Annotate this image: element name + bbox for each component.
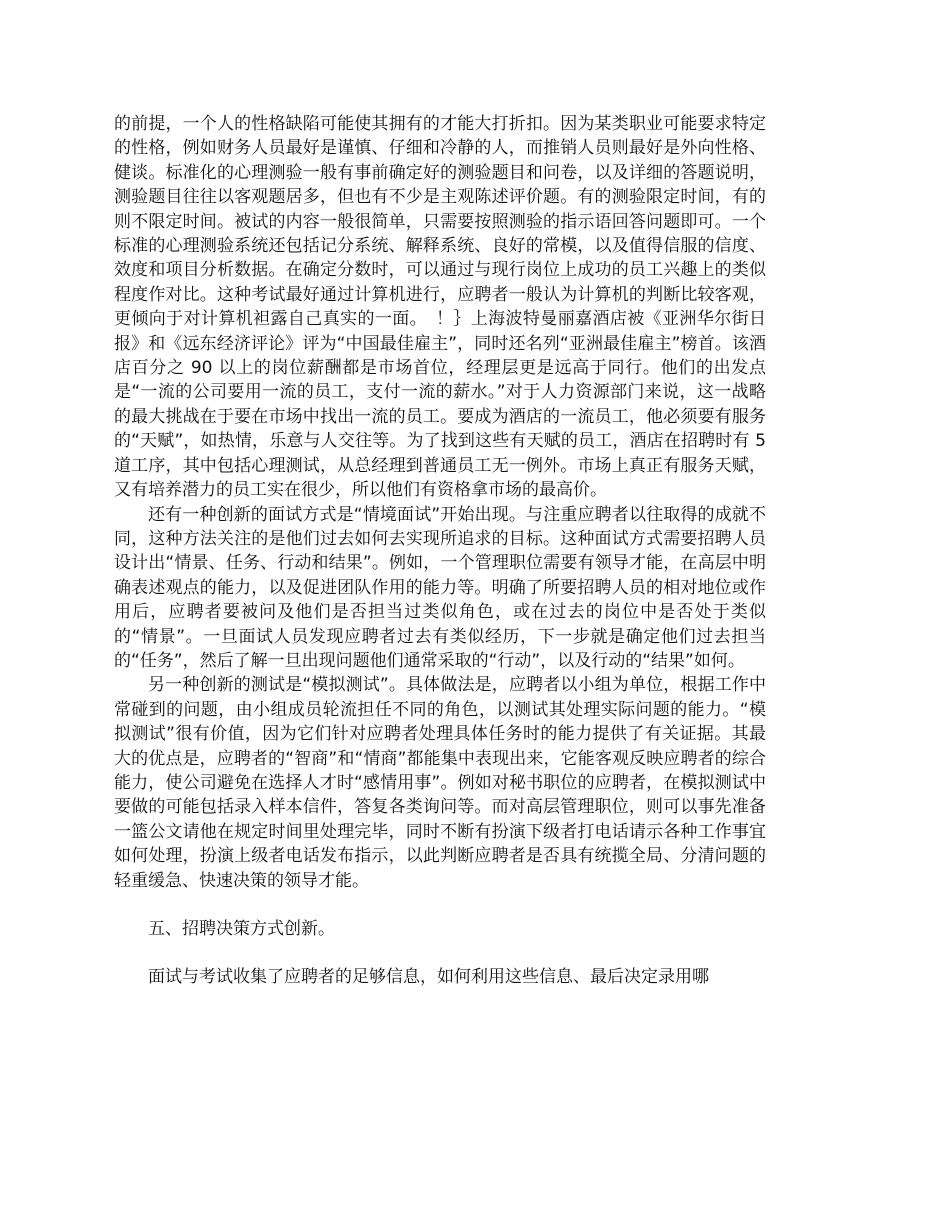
paragraph-spacer bbox=[114, 941, 766, 965]
body-paragraph-1: 的前提，一个人的性格缺陷可能使其拥有的才能大打折扣。因为某类职业可能要求特定的性格，例如财务人员最好是谨慎、仔细和冷静的人，而推销人员则最好是外向性格、健谈。标准化的心理测验一般有事前确定好的测验题目和问卷，以及详细的答题说明，测验题目往往以客观题居多，但也有不少是主观陈述评价题。有的测验限定时间，有的则不限定时间。被试的内容一般很简单，只需要按照测验的指示语回答问题即可。一个标准的心理测验系统还包括记分系统、解释系统、良好的常模，以及值得信服的信度、效度和项目分析数据。在确定分数时，可以通过与现行岗位上成功的员工兴趣上的类似程度作对比。这种考试最好通过计算机进行，应聘者一般认为计算机的判断比较客观，更倾向于对计算机袒露自己真实的一面。 ！｝上海波特曼丽嘉酒店被《亚洲华尔街日报》和《远东经济评论》评为“中国最佳雇主”，同时还名列“亚洲最佳雇主”榜首。该酒店百分之 90 以上的岗位薪酬都是市场首位，经理层更是远高于同行。他们的出发点是“一流的公司要用一流的员工，支付一流的薪水。”对于人力资源部门来说，这一战略的最大挑战在于要在市场中找出一流的员工。要成为酒店的一流员工，他必须要有服务的“天赋”，如热情，乐意与人交往等。为了找到这些有天赋的员工，酒店在招聘时有 5 道工序，其中包括心理测试，从总经理到普通员工无一例外。市场上真正有服务天赋，又有培养潜力的员工实在很少，所以他们有资格拿市场的最高价。 bbox=[114, 114, 766, 501]
section-heading: 五、招聘决策方式创新。 bbox=[148, 919, 335, 939]
body-paragraph-3: 另一种创新的测试是“模拟测试”。具体做法是，应聘者以小组为单位，根据工作中常碰到的问题，由小组成员轮流担任不同的角色，以测试其处理实际问题的能力。“模拟测试”很有价值，因为它们针对应聘者处理具体任务时的能力提供了有关证据。其最大的优点是，应聘者的“智商”和“情商”都能集中表现出来，它能客观反映应聘者的综合能力，使公司避免在选择人才时“感情用事”。例如对秘书职位的应聘者，在模拟测试中要做的可能包括录入样本信件，答复各类询问等。而对高层管理职位，则可以事先准备一篮公文请他在规定时间里处理完毕，同时不断有扮演下级者打电话请示各种工作事宜如何处理，扮演上级者电话发布指示，以此判断应聘者是否具有统揽全局、分清问题的轻重缓急、快速决策的领导才能。 bbox=[114, 675, 766, 891]
paragraph-spacer bbox=[114, 893, 766, 917]
document-page bbox=[114, 112, 766, 990]
body-paragraph-4: 面试与考试收集了应聘者的足够信息，如何利用这些信息、最后决定录用哪 bbox=[148, 967, 709, 988]
body-paragraph-2: 还有一种创新的面试方式是“情境面试”开始出现。与注重应聘者以往取得的成就不同，这种方法关注的是他们过去如何去实现所追求的目标。这种面试方式需要招聘人员设计出“情景、任务、行动和结果”。例如，一个管理职位需要有领导才能，在高层中明确表述观点的能力，以及促进团队作用的能力等。明确了所要招聘人员的相对地位或作用后，应聘者要被问及他们是否担当过类似角色，或在过去的岗位中是否处于类似的“情景”。一旦面试人员发现应聘者过去有类似经历，下一步就是确定他们过去担当的“任务”，然后了解一旦出现问题他们通常采取的“行动”，以及行动的“结果”如何。 bbox=[114, 504, 766, 671]
